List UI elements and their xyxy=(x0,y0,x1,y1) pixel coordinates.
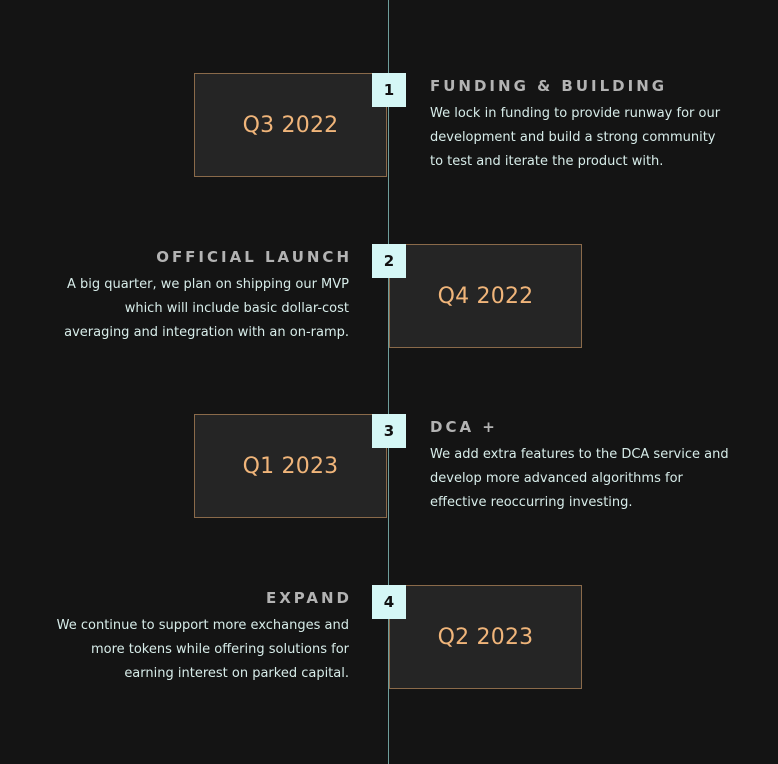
quarter-card xyxy=(389,585,582,689)
quarter-card xyxy=(194,414,387,518)
quarter-label: Q3 2022 xyxy=(242,112,339,138)
milestone-3 xyxy=(0,414,778,520)
quarter-label: Q4 2022 xyxy=(437,283,534,309)
milestone-title: EXPAND xyxy=(265,589,352,607)
description-line: which will include basic dollar-cost xyxy=(124,301,349,316)
description-line: more tokens while offering solutions for xyxy=(90,642,349,657)
quarter-card xyxy=(194,73,387,177)
description-line: A big quarter, we plan on shipping our MVP xyxy=(66,277,349,292)
description-line: earning interest on parked capital. xyxy=(124,666,349,681)
step-badge: 3 xyxy=(372,414,406,448)
milestone-info xyxy=(430,76,730,174)
milestone-title: OFFICIAL LAUNCH xyxy=(156,248,352,266)
description-line: We continue to support more exchanges and xyxy=(56,618,349,633)
quarter-label: Q1 2023 xyxy=(242,453,339,479)
description-line: We add extra features to the DCA service and xyxy=(430,447,729,462)
milestone-description xyxy=(430,102,730,174)
step-badge: 4 xyxy=(372,585,406,619)
description-line: development and build a strong community xyxy=(430,130,716,145)
step-badge: 1 xyxy=(372,73,406,107)
milestone-1 xyxy=(0,73,778,179)
milestone-description xyxy=(49,273,349,345)
milestone-info xyxy=(49,247,352,345)
quarter-card xyxy=(389,244,582,348)
quarter-label: Q2 2023 xyxy=(437,624,534,650)
description-line: develop more advanced algorithms for xyxy=(430,471,683,486)
milestone-info xyxy=(49,588,352,686)
description-line: We lock in funding to provide runway for our xyxy=(430,106,721,121)
milestone-title: FUNDING & BUILDING xyxy=(430,77,668,95)
description-line: averaging and integration with an on-ramp. xyxy=(64,325,349,340)
milestone-2 xyxy=(0,244,778,350)
step-badge: 2 xyxy=(372,244,406,278)
milestone-description xyxy=(49,614,349,686)
description-line: to test and iterate the product with. xyxy=(430,154,664,169)
milestone-title: DCA + xyxy=(430,418,498,436)
milestone-4 xyxy=(0,585,778,691)
milestone-info xyxy=(430,417,730,515)
milestone-description xyxy=(430,443,730,515)
description-line: effective reoccurring investing. xyxy=(430,495,633,510)
